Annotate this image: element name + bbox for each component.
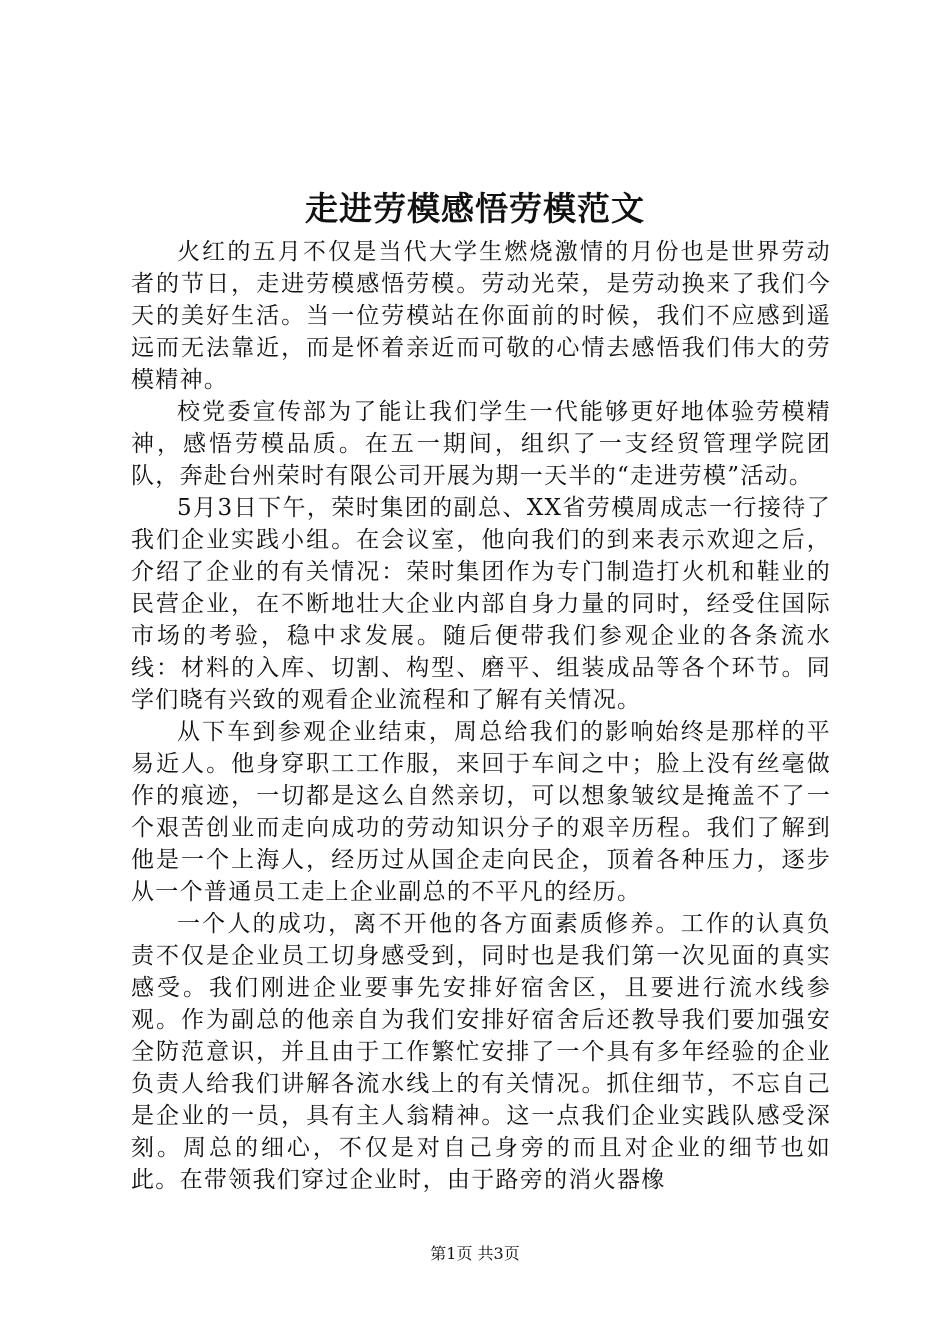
paragraph-5: 一个人的成功，离不开他的各方面素质修养。工作的认真负责不仅是企业员工切身感受到，同时也是我们第一次见面的真实感受。我们刚进企业要事先安排好宿舍区，且要进行流水线参观。作为副总的他亲自为我们安排好宿舍后还教导我们要加强安全防范意识，并且由于工作繁忙安排了一个具有多年经验的企业负责人给我们讲解各流水线上的有关情况。抓住细节，不忘自己是企业的一员，具有主人翁精神。这一点我们企业实践队感受深刻。周总的细心，不仅是对自己身旁的而且对企业的细节也如此。在带领我们穿过企业时，由于路旁的消火器橡 bbox=[131, 911, 831, 1193]
paragraph-2: 校党委宣传部为了能让我们学生一代能够更好地体验劳模精神，感悟劳模品质。在五一期间，组织了一支经贸管理学院团队，奔赴台州荣时有限公司开展为期一天半的“走进劳模”活动。 bbox=[131, 399, 831, 489]
paragraph-4: 从下车到参观企业结束，周总给我们的影响始终是那样的平易近人。他身穿职工工作服，来回于车间之中；脸上没有丝毫做作的痕迹，一切都是这么自然亲切，可以想象皱纹是掩盖不了一个艰苦创业而走向成功的劳动知识分子的艰辛历程。我们了解到他是一个上海人，经历过从国企走向民企，顶着各种压力，逐步从一个普通员工走上企业副总的不平凡的经历。 bbox=[131, 719, 831, 905]
paragraph-1: 火红的五月不仅是当代大学生燃烧激情的月份也是世界劳动者的节日，走进劳模感悟劳模。劳动光荣，是劳动换来了我们今天的美好生活。当一位劳模站在你面前的时候，我们不应感到遥远而无法靠近，而是怀着亲近而可敬的心情去感悟我们伟大的劳模精神。 bbox=[131, 239, 831, 393]
document-title: 走进劳模感悟劳模范文 bbox=[305, 189, 645, 228]
paragraph-3: 5月3日下午，荣时集团的副总、XX省劳模周成志一行接待了我们企业实践小组。在会议室，他向我们的到来表示欢迎之后，介绍了企业的有关情况：荣时集团作为专门制造打火机和鞋业的民营企业，在不断地壮大企业内部自身力量的同时，经受住国际市场的考验，稳中求发展。随后便带我们参观企业的各条流水线：材料的入库、切割、构型、磨平、组装成品等各个环节。同学们晓有兴致的观看企业流程和了解有关情况。 bbox=[131, 495, 831, 713]
document-body bbox=[131, 236, 831, 1196]
page-number-footer: 第1页 共3页 bbox=[430, 1244, 520, 1263]
